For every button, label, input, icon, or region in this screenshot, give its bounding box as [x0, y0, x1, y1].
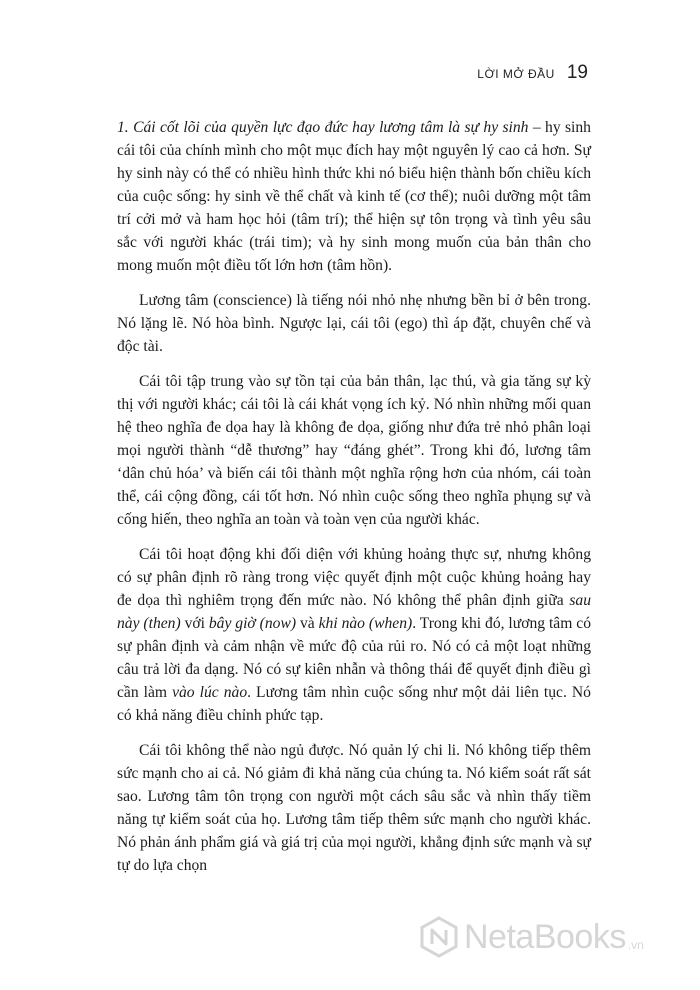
paragraph: [117, 116, 591, 277]
text-span: Cái tôi tập trung vào sự tồn tại của bản thân, lạc thú, và gia tăng sự kỳ thị với người khác; cái tôi là cái khát vọng ích kỷ. Nó nhìn những mối quan hệ theo nghĩa đe dọa hay là không đe dọa, giống như đứa trẻ nhỏ phân loại mọi người thành “dễ thương” hay “đáng ghét”. Trong khi đó, lương tâm ‘dân chủ hóa’ và biến cái tôi thành một nghĩa rộng hơn của nhóm, cái toàn thể, cái cộng đồng, cái tốt hơn. Nó nhìn cuộc sống theo nghĩa phụng sự và cống hiến, theo nghĩa an toàn và toàn vẹn của người khác.: [117, 373, 591, 528]
text-span: vào lúc nào: [172, 684, 248, 701]
paragraph: [117, 739, 591, 877]
text-span: sau này (then): [117, 592, 591, 632]
text-span: – hy sinh cái tôi của chính mình cho một mục đích hay một nguyên lý cao cả hơn. Sự hy sinh này có thể có nhiều hình thức khi nó biểu hiện thành bốn chiều kích của cuộc sống: hy sinh về thể chất và kinh tế (cơ thể); nuôi dưỡng một tâm trí cởi mở và ham học hỏi (tâm trí); thể hiện sự tôn trọng và tình yêu sâu sắc với người khác (trái tim); và hy sinh mong muốn của bản thân cho mong muốn một điều tốt lớn hơn (tâm hồn).: [117, 119, 591, 274]
text-span: . Trong khi đó, lương tâm có sự phân định và cảm nhận về mức độ của rủi ro. Nó có cả một loạt những câu trả lời đa dạng. Nó có sự kiên nhẫn và thông thái để quyết định điều gì cần làm: [117, 615, 591, 701]
watermark: [418, 916, 644, 958]
chapter-title: LỜI MỞ ĐẦU: [477, 67, 555, 81]
text-span: Lương tâm (conscience) là tiếng nói nhỏ nhẹ nhưng bền bỉ ở bên trong. Nó lặng lẽ. Nó hòa bình. Ngược lại, cái tôi (ego) thì áp đặt, chuyên chế và độc tài.: [117, 292, 591, 355]
text-span: Cái tôi không thể nào ngủ được. Nó quản lý chi li. Nó không tiếp thêm sức mạnh cho ai cả. Nó giảm đi khả năng của chúng ta. Nó kiểm soát rất sát sao. Lương tâm tôn trọng con người một cách sâu sắc và nhìn thấy tiềm năng tự kiểm soát của họ. Lương tâm tiếp thêm sức mạnh cho người khác. Nó phản ánh phẩm giá và giá trị của mọi người, khẳng định sức mạnh và sự tự do lựa chọn: [117, 742, 591, 874]
text-span: khi nào (when): [318, 615, 413, 632]
paragraph: [117, 289, 591, 358]
paragraph: [117, 543, 591, 727]
body-text: [117, 116, 591, 889]
text-span: và: [296, 615, 319, 632]
text-span: . Lương tâm nhìn cuộc sống như một dải liên tục. Nó có khả năng điều chỉnh phức tạp.: [117, 684, 591, 724]
watermark-tld: .vn: [627, 938, 644, 952]
text-span: với: [180, 615, 209, 632]
text-span: bây giờ (now): [208, 615, 297, 632]
netabooks-logo-icon: [418, 916, 460, 958]
page-header: [477, 62, 588, 84]
paragraph: [117, 370, 591, 531]
page-number: 19: [566, 62, 588, 83]
text-span: Cái tôi hoạt động khi đối diện với khủng hoảng thực sự, nhưng không có sự phân định rõ ràng trong việc quyết định một cuộc khủng hoảng hay đe dọa thì nghiêm trọng đến mức nào. Nó không thể phân định giữa: [117, 546, 591, 609]
text-span: 1. Cái cốt lõi của quyền lực đạo đức hay lương tâm là sự hy sinh: [117, 119, 529, 136]
watermark-brand: NetaBooks: [464, 917, 626, 956]
